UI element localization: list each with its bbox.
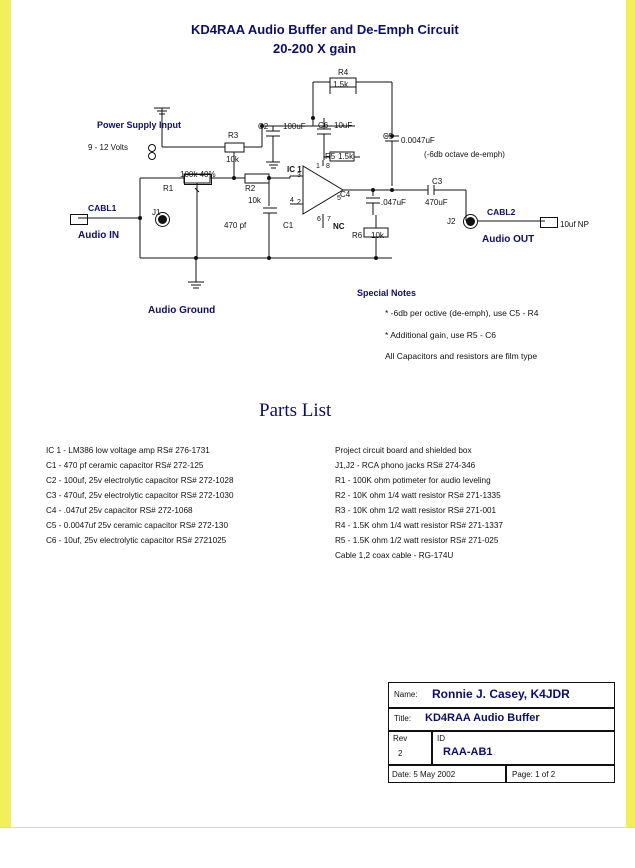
parts-left-7: C6 - 10uf, 25v electrolytic capacitor RS# 2721025 [46, 536, 227, 545]
title-label: Title: [394, 714, 412, 723]
page-label: Page: 1 of 2 [512, 770, 556, 779]
id-value: RAA-AB1 [443, 746, 493, 758]
node-c6-r4 [311, 116, 315, 120]
r6-ref: R6 [352, 231, 363, 240]
parts-right-5: R3 - 10K ohm 1/2 watt resistor RS# 271-001 [335, 506, 497, 515]
c5-value: 0.0047uF [401, 136, 435, 145]
r3-value: 10k [226, 155, 239, 164]
jack-j2-center [466, 217, 475, 226]
parts-left-1: IC 1 - LM386 low voltage amp RS# 276-1731 [46, 446, 210, 455]
name-label: Name: [394, 690, 418, 699]
power-supply-input-label: Power Supply Input [97, 120, 182, 130]
audio-out-label: Audio OUT [482, 234, 535, 245]
parts-left-3: C2 - 100uf, 25v electrolytic capacitor RS# 272-1028 [46, 476, 234, 485]
parts-right-6: R4 - 1.5K ohm 1/4 watt resistor RS# 271-1337 [335, 521, 503, 530]
parts-left-4: C3 - 470uf, 25v electrolytic capacitor RS# 272-1030 [46, 491, 234, 500]
cable1-label: CABL1 [88, 203, 117, 213]
rev-label: Rev [393, 734, 408, 743]
r1-ref: R1 [163, 184, 174, 193]
ic-pin-4: 4 [290, 197, 294, 204]
audio-in-label: Audio IN [78, 230, 120, 241]
parts-left-2: C1 - 470 pf ceramic capacitor RS# 272-125 [46, 461, 204, 470]
r6-value: 10k [371, 231, 384, 240]
scan-edge-bottom [0, 827, 635, 868]
r5-ref: R5 [325, 152, 336, 161]
scan-edge-left [0, 0, 11, 828]
parts-right-1: Project circuit board and shielded box [335, 446, 472, 455]
power-terminal-plus [148, 144, 156, 152]
parts-left-6: C5 - 0.0047uf 25v ceramic capacitor RS# 272-130 [46, 521, 229, 530]
j2-label: J2 [447, 217, 456, 226]
j1-label: J1 [152, 208, 161, 217]
c4-ref: C4 [340, 190, 351, 199]
node-c4 [371, 188, 375, 192]
ic-pin-8: 8 [326, 163, 330, 170]
ic-pin-7: 7 [327, 216, 331, 223]
r4-value: 1.5k [333, 80, 349, 89]
r5-value: 1.5k [338, 152, 354, 161]
c3-ref: C3 [432, 177, 443, 186]
node-c1 [267, 176, 271, 180]
page-title-line1: KD4RAA Audio Buffer and De-Emph Circuit [191, 22, 459, 37]
r3-ref: R3 [228, 131, 239, 140]
c2-value: 100uF [283, 122, 306, 131]
deemph-note: (-6db octave de-emph) [424, 150, 505, 159]
voltage-label: 9 - 12 Volts [88, 143, 129, 152]
node-input [138, 216, 142, 220]
ic-pin-5: 5 [337, 195, 341, 202]
node-output [390, 188, 394, 192]
cable2-label: CABL2 [487, 207, 516, 217]
c4-value: .047uF [381, 198, 406, 207]
ic-pin-6: 6 [317, 216, 321, 223]
id-label: ID [437, 734, 445, 743]
parts-right-4: R2 - 10K ohm 1/4 watt resistor RS# 271-1335 [335, 491, 501, 500]
name-value: Ronnie J. Casey, K4JDR [432, 687, 570, 701]
ic-pin-1: 1 [316, 163, 320, 170]
node-ground-c1 [267, 256, 271, 260]
parts-right-8: Cable 1,2 coax cable - RG-174U [335, 551, 454, 560]
c2-ref: C2 [258, 122, 269, 131]
node-r3-pot [232, 176, 236, 180]
special-notes-heading: Special Notes [357, 288, 417, 298]
c1-value: 470 pf [224, 221, 247, 230]
r2-ref: R2 [245, 184, 256, 193]
audio-ground-label: Audio Ground [148, 305, 216, 316]
node-ground-bus [194, 256, 198, 260]
c1-ref: C1 [283, 221, 294, 230]
date-label: Date: 5 May 2002 [392, 770, 456, 779]
power-terminal-minus [148, 152, 156, 160]
r4-ref: R4 [338, 68, 349, 77]
output-cap-label: 10uf NP [560, 220, 589, 229]
title-value: KD4RAA Audio Buffer [425, 712, 540, 724]
rev-value: 2 [398, 749, 403, 758]
c6-value: 10uF [334, 121, 353, 130]
ic-pin-2: 2 [297, 199, 301, 206]
cable2-symbol [540, 217, 558, 228]
parts-left-5: C4 - .047uf 25v capacitor RS# 272-1068 [46, 506, 193, 515]
nc-label: NC [333, 222, 345, 231]
parts-list-heading: Parts List [259, 400, 332, 421]
parts-right-2: J1,J2 - RCA phono jacks RS# 274-346 [335, 461, 476, 470]
ic1-label: IC 1 [287, 165, 302, 174]
c6-ref: C6 [318, 121, 329, 130]
r1-value: 100k 40% [180, 170, 216, 179]
c3-value: 470uF [425, 198, 448, 207]
page-title-line2: 20-200 X gain [273, 41, 357, 56]
special-note-1: * -6db per octive (de-emph), use C5 - R4 [385, 308, 539, 318]
r2-value: 10k [248, 196, 261, 205]
scan-edge-right [626, 0, 635, 828]
c5-ref: C5 [383, 132, 394, 141]
cable1-symbol [70, 214, 88, 225]
ic-pin-3: 3 [297, 172, 301, 179]
node-ground-r6 [374, 256, 378, 260]
parts-right-7: R5 - 1.5K ohm 1/2 watt resistor RS# 271-025 [335, 536, 499, 545]
special-note-2: * Additional gain, use R5 - C6 [385, 330, 497, 340]
parts-right-3: R1 - 100K ohm potimeter for audio leveling [335, 476, 491, 485]
special-note-3: All Capacitors and resistors are film type [385, 351, 538, 361]
